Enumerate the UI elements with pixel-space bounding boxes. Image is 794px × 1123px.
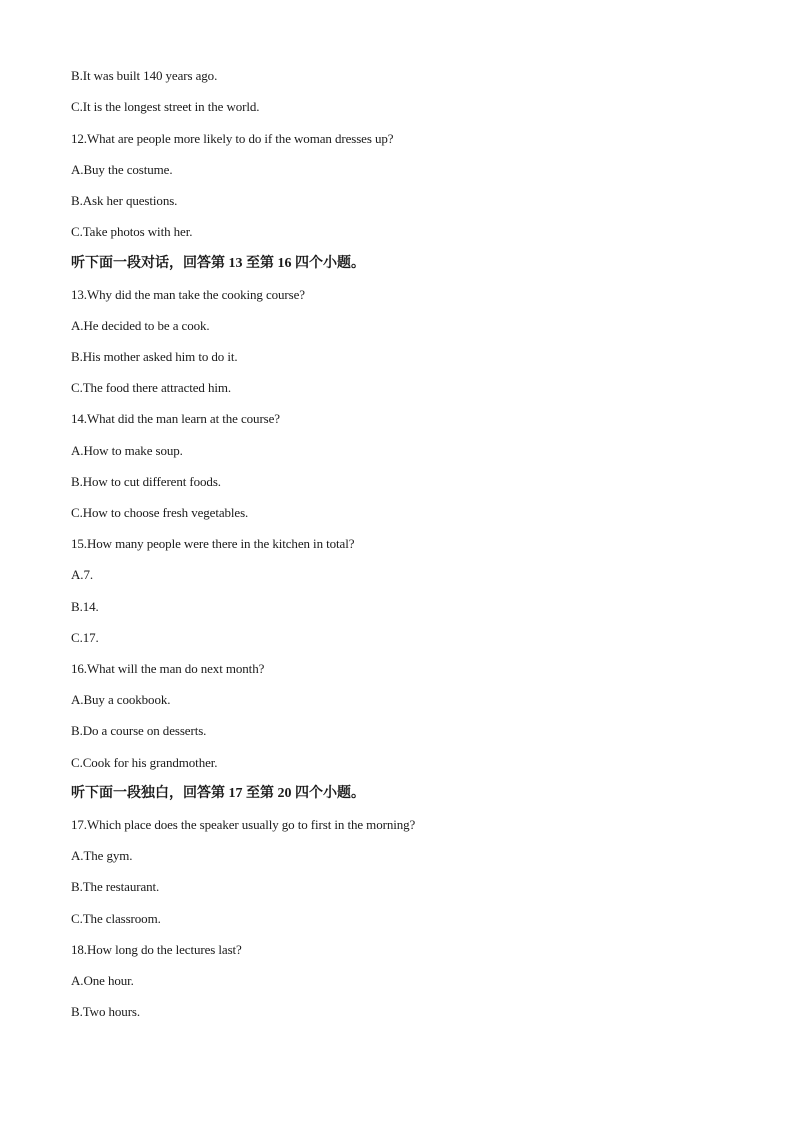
- question-17: 17.Which place does the speaker usually go to first in the morning?: [71, 817, 416, 832]
- option-16b: B.Do a course on desserts.: [71, 723, 207, 738]
- option-14b: B.How to cut different foods.: [71, 474, 221, 489]
- option-16a: A.Buy a cookbook.: [71, 692, 171, 707]
- option-15b: B.14.: [71, 599, 99, 614]
- option-13a: A.He decided to be a cook.: [71, 318, 210, 333]
- question-16: 16.What will the man do next month?: [71, 661, 265, 676]
- option-12a: A.Buy the costume.: [71, 162, 173, 177]
- option-16c: C.Cook for his grandmother.: [71, 755, 218, 770]
- option-11b: B.It was built 140 years ago.: [71, 68, 218, 83]
- option-14a: A.How to make soup.: [71, 443, 183, 458]
- question-14: 14.What did the man learn at the course?: [71, 411, 280, 426]
- section-heading-monologue: 听下面一段独白，回答第 17 至第 20 四个小题。: [71, 786, 365, 801]
- option-18a: A.One hour.: [71, 973, 134, 988]
- question-18: 18.How long do the lectures last?: [71, 942, 242, 957]
- option-18b: B.Two hours.: [71, 1004, 141, 1019]
- option-15a: A.7.: [71, 567, 93, 582]
- option-14c: C.How to choose fresh vegetables.: [71, 505, 249, 520]
- question-12: 12.What are people more likely to do if the woman dresses up?: [71, 131, 394, 146]
- option-12b: B.Ask her questions.: [71, 193, 178, 208]
- question-15: 15.How many people were there in the kitchen in total?: [71, 536, 355, 551]
- option-12c: C.Take photos with her.: [71, 224, 193, 239]
- option-17a: A.The gym.: [71, 848, 133, 863]
- question-13: 13.Why did the man take the cooking course?: [71, 287, 305, 302]
- option-17b: B.The restaurant.: [71, 879, 160, 894]
- option-17c: C.The classroom.: [71, 911, 161, 926]
- option-13c: C.The food there attracted him.: [71, 380, 232, 395]
- option-15c: C.17.: [71, 630, 99, 645]
- option-11c: C.It is the longest street in the world.: [71, 99, 260, 114]
- section-heading-dialogue: 听下面一段对话，回答第 13 至第 16 四个小题。: [71, 256, 365, 271]
- option-13b: B.His mother asked him to do it.: [71, 349, 238, 364]
